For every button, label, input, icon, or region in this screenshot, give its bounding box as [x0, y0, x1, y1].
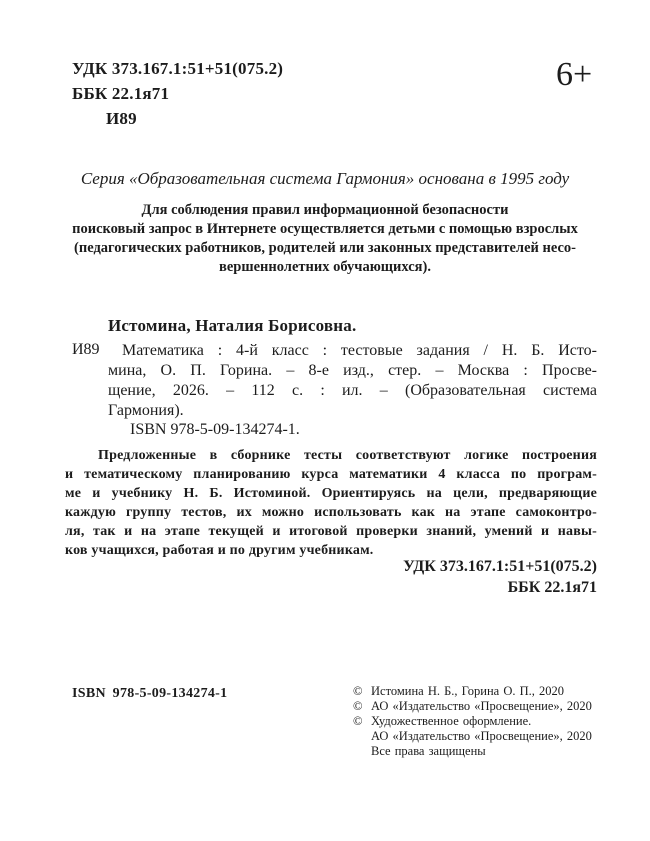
age-rating-badge: 6+ [556, 56, 593, 93]
safety-notice-line: поисковый запрос в Интернете осуществляется детьми с помощью взрослых [72, 221, 578, 237]
annotation-paragraph [65, 446, 597, 560]
udk-number-footer: УДК 373.167.1:51+51(075.2) [403, 558, 597, 575]
copyright-text: АО «Издательство «Просвещение», 2020 [371, 729, 592, 743]
udk-number: УДК 373.167.1:51+51(075.2) [72, 59, 284, 78]
catalog-code: И89 [72, 341, 100, 358]
safety-notice-line: (педагогических работников, родителей или законных представителей несо- [74, 240, 576, 256]
bibliographic-entry-line: Гармония). [108, 402, 184, 419]
bbk-number: ББК 22.1я71 [72, 84, 170, 103]
safety-notice [0, 201, 650, 277]
author-heading: Истомина, Наталия Борисовна. [108, 316, 357, 335]
footer-isbn: ISBN 978-5-09-134274-1 [72, 686, 228, 701]
copyright-sign: © [353, 714, 363, 728]
annotation-line: Предложенные в сборнике тесты соответствуют логике построения [98, 448, 597, 463]
annotation-line: каждую группу тестов, их можно использовать как на этапе самоконтро- [65, 505, 597, 520]
annotation-line: и тематическому планированию курса математики 4 класса по програм- [65, 467, 597, 482]
bibliographic-entry [108, 341, 597, 421]
bbk-number-footer: ББК 22.1я71 [507, 579, 597, 596]
copyright-sign: © [353, 699, 363, 713]
series-line: Серия «Образовательная система Гармония» основана в 1995 году [80, 169, 570, 188]
safety-notice-line: Для соблюдения правил информационной безопасности [141, 202, 509, 218]
copyright-text: Истомина Н. Б., Горина О. П., 2020 [371, 684, 565, 698]
annotation-line: ков учащихся, работая и по другим учебникам. [65, 543, 374, 558]
bibliographic-entry-line: щение, 2026. – 112 с. : ил. – (Образовательная система [108, 382, 597, 399]
isbn-entry-line: ISBN 978-5-09-134274-1. [130, 421, 300, 438]
copyright-line [353, 684, 592, 699]
classification-header [72, 56, 283, 131]
safety-notice-line: вершеннолетних обучающихся). [219, 259, 431, 275]
copyright-text: Все права защищены [371, 744, 486, 758]
copyright-block [353, 684, 592, 759]
bibliographic-entry-line: Математика : 4-й класс : тестовые задания / Н. Б. Исто- [122, 342, 597, 359]
copyright-line [353, 744, 592, 759]
annotation-line: ля, так и на этапе текущей и итоговой проверки знаний, умений и навы- [65, 524, 597, 539]
copyright-sign [353, 744, 371, 759]
copyright-line [353, 714, 592, 729]
copyright-sign [353, 729, 371, 744]
copyright-line [353, 699, 592, 714]
bibliographic-entry-line: мина, О. П. Горина. – 8-е изд., стер. – Москва : Просве- [108, 362, 597, 379]
author-sign-code: И89 [106, 109, 137, 128]
copyright-text: Художественное оформление. [371, 714, 532, 728]
annotation-line: ме и учебнику Н. Б. Истоминой. Ориентируясь на цели, предваряющие [65, 486, 597, 501]
copyright-text: АО «Издательство «Просвещение», 2020 [371, 699, 592, 713]
classification-footer [403, 556, 597, 598]
copyright-sign: © [353, 684, 363, 698]
copyright-line [353, 729, 592, 744]
